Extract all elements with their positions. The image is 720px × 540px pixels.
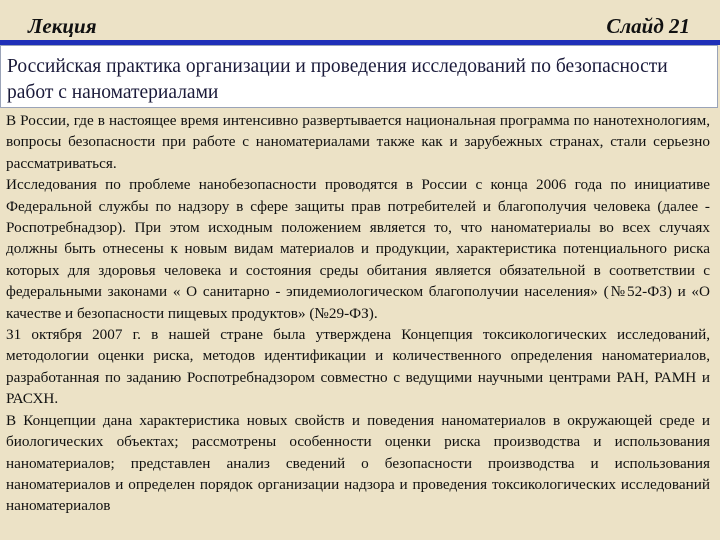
slide-number-label: Слайд 21: [606, 14, 690, 38]
slide-title: Российская практика организации и проведения исследований по безопасности работ с наноматериалами: [7, 56, 668, 103]
slide-header: [0, 0, 720, 40]
lecture-label: Лекция: [28, 14, 97, 38]
title-box: [0, 45, 718, 108]
paragraph-concept-approval: 31 октября 2007 г. в нашей стране была утверждена Концепция токсикологических исследований, методологии оценки риска, методов идентификации и количественного определения наноматериалов, разработанная по заданию Роспотребнадзором совместно с ведущими научными центрами РАН, РАМН и РАСХН.: [6, 326, 710, 408]
paragraph-research: Исследования по проблеме нанобезопасности проводятся в России с конца 2006 года по инициативе Федеральной службы по надзору в сфере защиты прав потребителей и благополучия человека (далее - Роспотребнадзор). При этом исходным положением является то, что наноматериалы во всех случаях должны быть отнесены к новым видам материалов и продукции, характеристика потенциального риска которых для здоровья человека и состояния среды обитания является обязательной в соответствии с федеральными законами « О санитарно - эпидемиологическом благополучии населения» (№52-ФЗ) и «О качестве и безопасности пищевых продуктов» (№29-ФЗ).: [6, 176, 710, 322]
paragraph-intro: В России, где в настоящее время интенсивно развертывается национальная программа по нанотехнологиям, вопросы безопасности при работе с наноматериалами также как и зарубежных странах, стали серьезно рассматриваться.: [6, 112, 710, 172]
paragraph-concept-content: В Концепции дана характеристика новых свойств и поведения наноматериалов в окружающей среде и биологических объектах; рассмотрены особенности оценки риска производства и использования наноматериалов; представлен анализ сведений о безопасности производства и использования наноматериалов и определен порядок организации надзора и проведения токсикологических исследований наноматериалов: [6, 411, 710, 515]
slide-body: [6, 110, 710, 517]
